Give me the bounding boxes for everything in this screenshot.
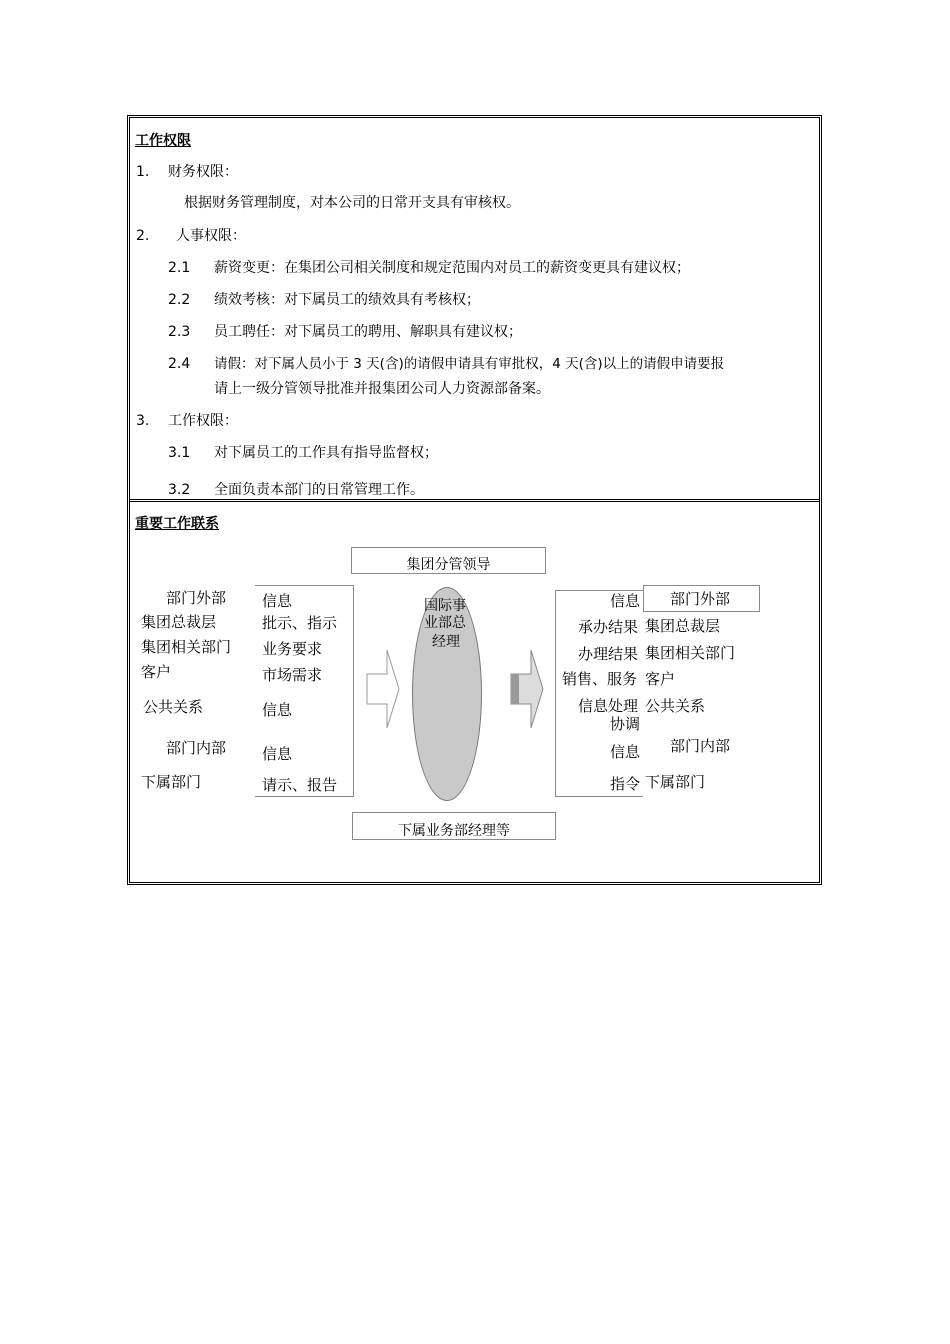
item-2-1-number: 2.1 xyxy=(168,260,191,276)
right-flow-orders: 指令 xyxy=(610,775,641,793)
item-2-number: 2. xyxy=(136,228,150,244)
left-party-public-relations: 公共关系 xyxy=(143,698,204,716)
item-3-2-number: 3.2 xyxy=(168,482,191,498)
right-party-subordinates: 下属部门 xyxy=(645,773,706,791)
right-flow-info-2: 信息 xyxy=(610,743,641,761)
left-party-subordinates: 下属部门 xyxy=(141,773,202,791)
right-flow-info-processing: 信息处理 xyxy=(578,697,639,715)
right-flow-coordination: 协调 xyxy=(610,715,641,733)
item-2-3-number: 2.3 xyxy=(168,324,191,340)
left-party-group-depts: 集团相关部门 xyxy=(141,638,232,656)
left-flow-instructions: 批示、指示 xyxy=(262,614,338,632)
item-3-number: 3. xyxy=(136,413,150,429)
right-party-group-depts: 集团相关部门 xyxy=(645,644,736,662)
left-party-executives: 集团总裁层 xyxy=(141,613,217,631)
left-flow-market-demand: 市场需求 xyxy=(262,666,323,684)
item-3-label: 工作权限： xyxy=(168,413,238,429)
center-line-2: 业部总 xyxy=(424,615,466,631)
item-1-label: 财务权限： xyxy=(168,164,238,180)
item-2-4-number: 2.4 xyxy=(168,356,191,372)
top-leader-label: 集团分管领导 xyxy=(406,557,491,573)
left-flow-requests-reports: 请示、报告 xyxy=(262,776,338,794)
right-party-customers: 客户 xyxy=(645,670,676,688)
item-2-2-number: 2.2 xyxy=(168,292,191,308)
left-party-internal: 部门内部 xyxy=(166,739,227,757)
item-2-1-text: 薪资变更：在集团公司相关制度和规定范围内对员工的薪资变更具有建议权； xyxy=(214,260,690,276)
bottom-subordinate-box xyxy=(352,812,556,840)
left-flow-info-2: 信息 xyxy=(262,701,293,719)
item-1-text: 根据财务管理制度，对本公司的日常开支具有审核权。 xyxy=(184,195,520,211)
left-flow-info-3: 信息 xyxy=(262,745,293,763)
right-flow-undertaking-results: 承办结果 xyxy=(578,618,639,636)
right-party-executives: 集团总裁层 xyxy=(645,617,721,635)
center-line-1: 国际事 xyxy=(424,598,466,614)
item-2-4-continuation: 请上一级分管领导批准并报集团公司人力资源部备案。 xyxy=(214,381,550,397)
item-2-3-text: 员工聘任：对下属员工的聘用、解职具有建议权； xyxy=(214,324,522,340)
relations-heading: 重要工作联系 xyxy=(135,516,219,532)
left-party-customers: 客户 xyxy=(141,663,172,681)
item-1-number: 1. xyxy=(136,164,150,180)
right-arrow xyxy=(509,648,545,730)
right-party-public-relations: 公共关系 xyxy=(645,697,706,715)
right-party-internal: 部门内部 xyxy=(670,737,731,755)
left-party-external: 部门外部 xyxy=(166,589,227,607)
item-3-1-text: 对下属员工的工作具有指导监督权； xyxy=(214,445,438,461)
left-flow-business-requirements: 业务要求 xyxy=(262,640,323,658)
item-2-4-text: 请假：对下属人员小于 3 天(含)的请假申请具有审批权，4 天(含)以上的请假申请要报 xyxy=(214,356,725,372)
left-flow-info: 信息 xyxy=(262,592,293,610)
item-3-2-text: 全面负责本部门的日常管理工作。 xyxy=(214,482,424,498)
item-3-1-number: 3.1 xyxy=(168,445,191,461)
item-2-2-text: 绩效考核：对下属员工的绩效具有考核权； xyxy=(214,292,480,308)
right-flow-handling-results: 办理结果 xyxy=(578,645,639,663)
right-flow-info: 信息 xyxy=(610,592,641,610)
top-leader-box xyxy=(351,547,546,574)
bottom-subordinate-label: 下属业务部经理等 xyxy=(398,823,510,839)
section-divider xyxy=(130,499,819,502)
center-line-3: 经理 xyxy=(432,634,460,650)
item-2-label: 人事权限： xyxy=(176,228,246,244)
left-arrow xyxy=(365,648,401,730)
authority-heading: 工作权限 xyxy=(135,133,191,149)
right-flow-sales-service: 销售、服务 xyxy=(562,670,638,688)
right-party-external: 部门外部 xyxy=(670,590,731,608)
